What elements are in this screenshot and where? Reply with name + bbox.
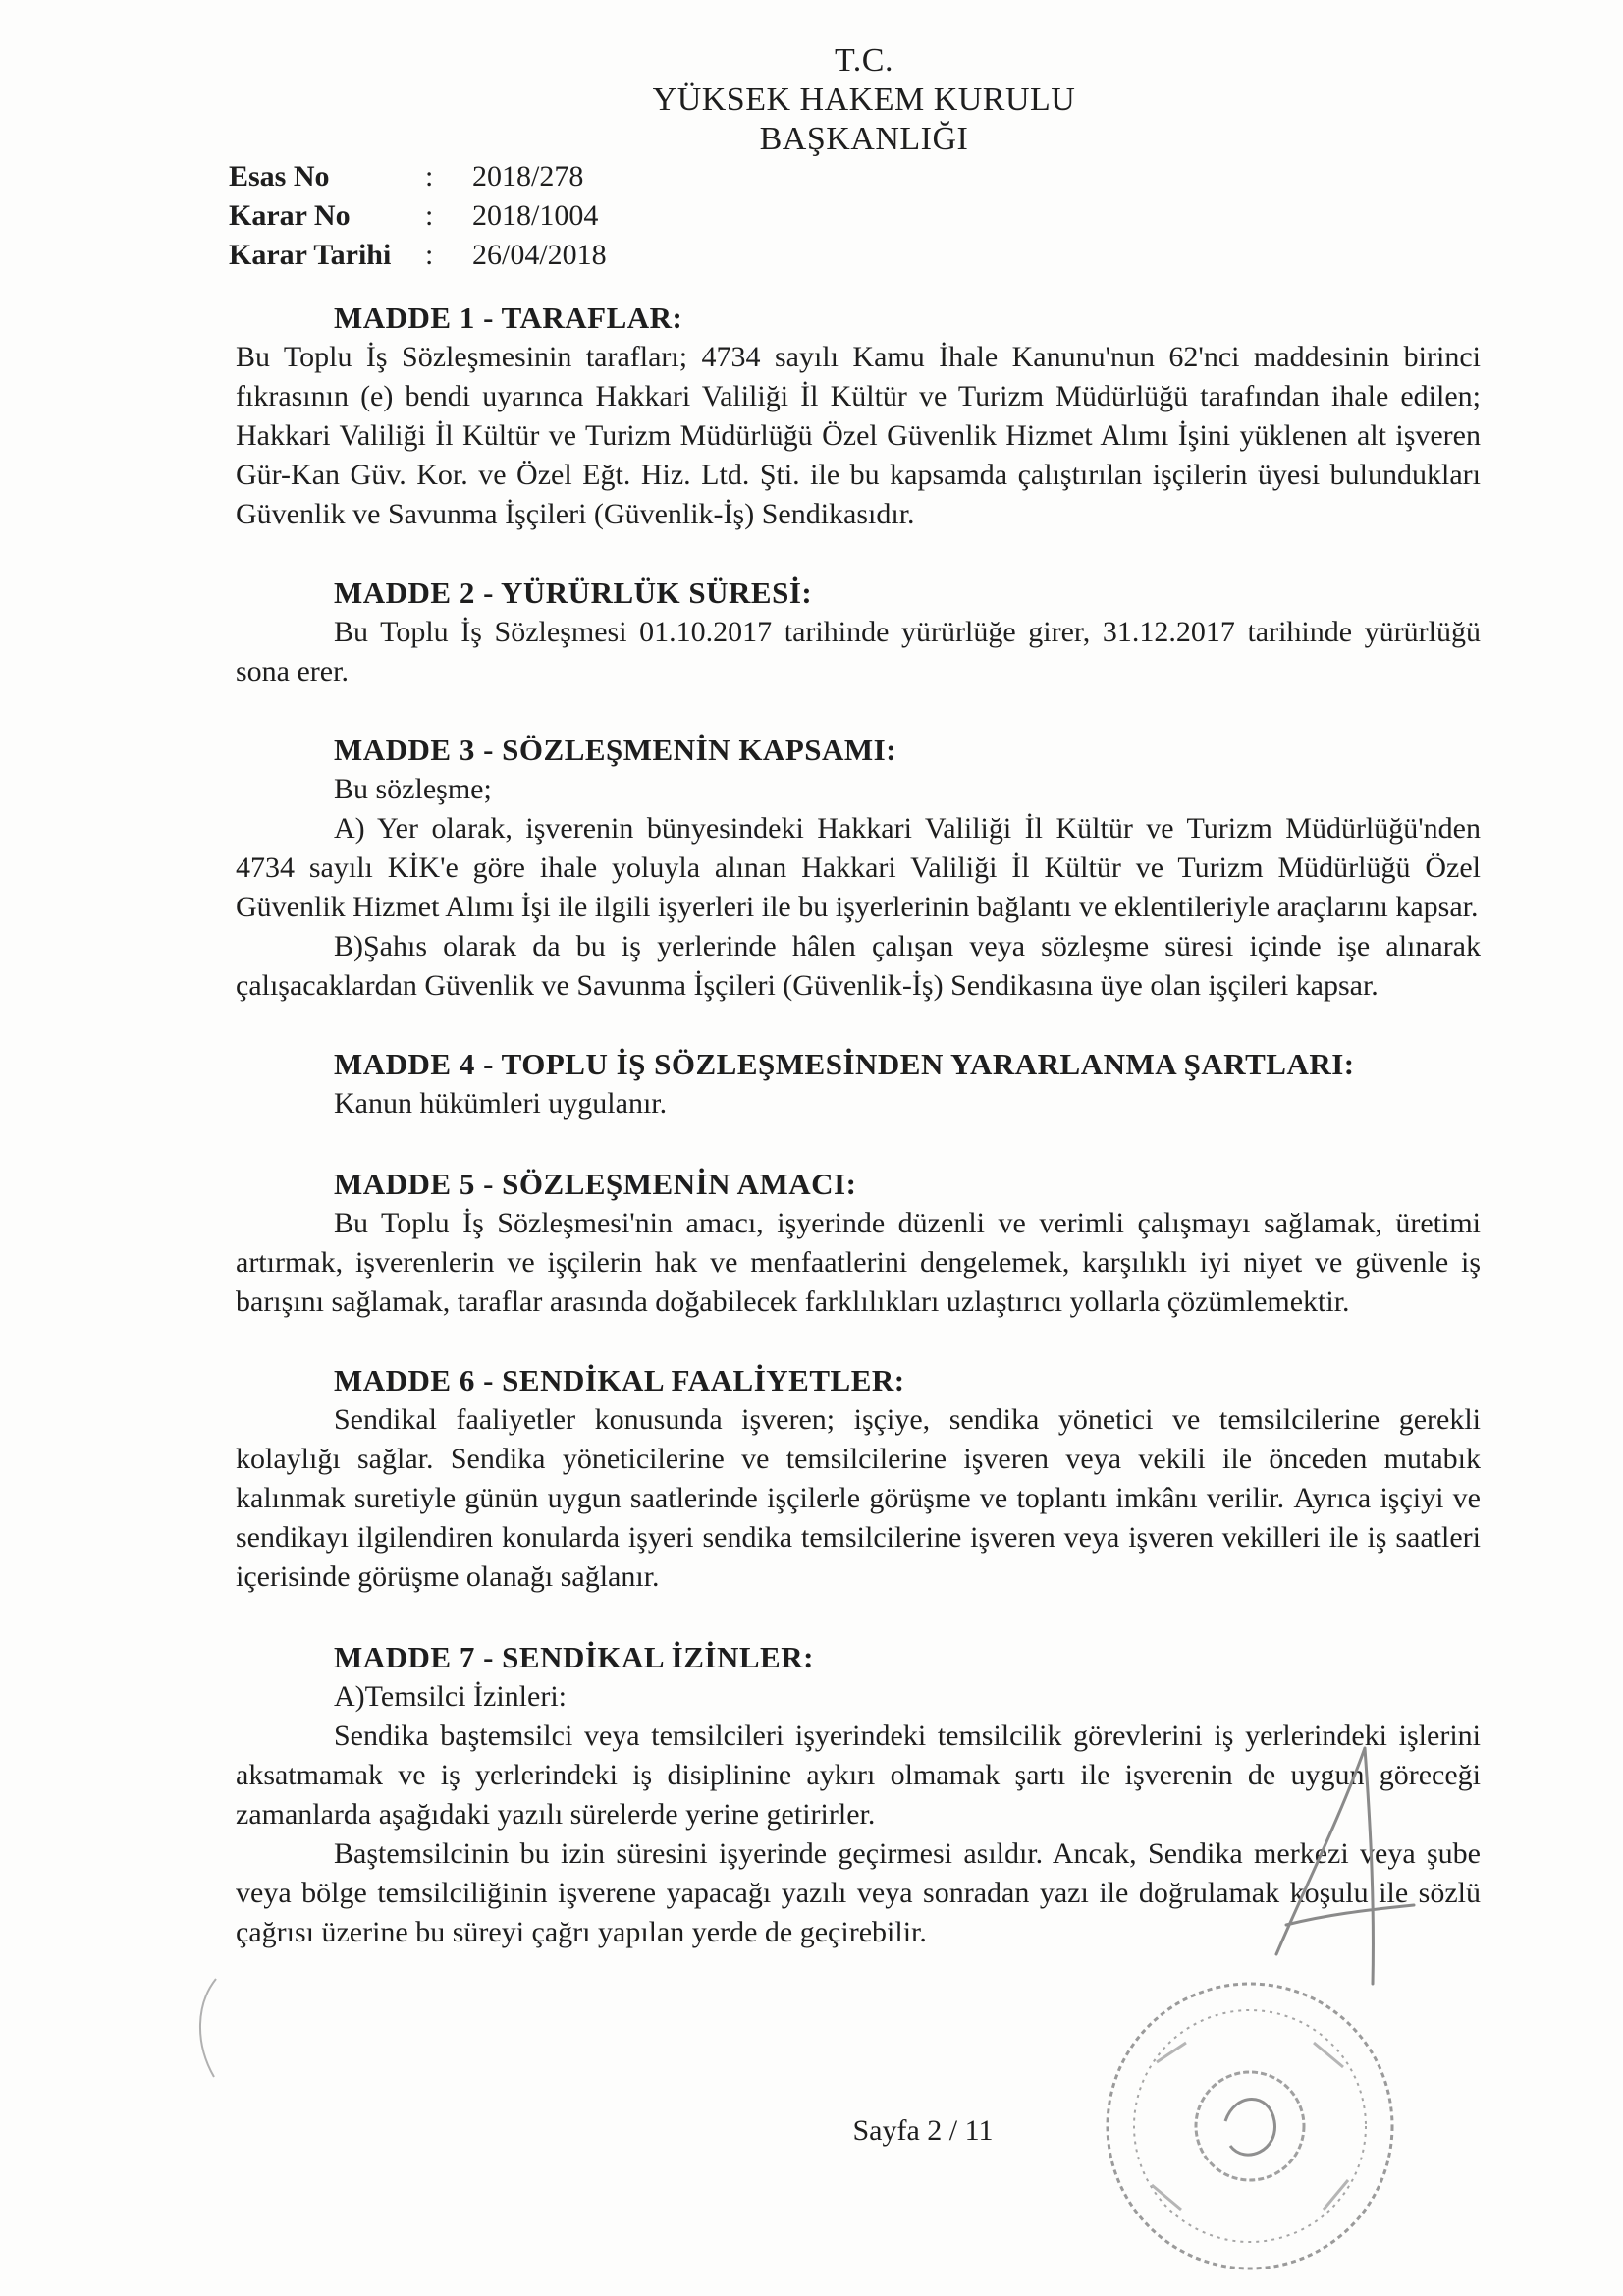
decision-date-value: 26/04/2018 (472, 239, 607, 271)
case-info-block (229, 157, 607, 275)
article-title: MADDE 4 - TOPLU İŞ SÖZLEŞMESİNDEN YARARLANMA ŞARTLARI: (334, 1047, 1355, 1081)
article-1 (236, 299, 1481, 534)
article-paragraph: B)Şahıs olarak da bu iş yerlerinde hâlen çalışan veya sözleşme süresi içinde işe alınarak çalışacaklardan Güvenlik ve Savunma İşçileri (Güvenlik-İş) Sendikasına üye olan işçileri kapsar. (236, 930, 1481, 1002)
article-paragraph: Sendikal faaliyetler konusunda işveren; işçiye, sendika yönetici ve temsilcilerine gerekli kolaylığı sağlar. Sendika yöneticilerine ve temsilcilerine işveren veya vekili ile önceden mutabık kalınmak suretiyle günün uygun saatlerinde işçilerle görüşme ve toplantı imkânı verilir. Ayrıca işçiyi ve sendikayı ilgilendiren konularda işyeri sendika temsilcilerine işveren veya işveren vekilleri ile iş saatleri içerisinde görüşme olanağı sağlanır. (236, 1403, 1481, 1593)
decision-date-row (229, 236, 607, 275)
case-number-row (229, 157, 607, 196)
article-5 (236, 1165, 1481, 1322)
article-paragraph: Bu Toplu İş Sözleşmesinin tarafları; 4734 sayılı Kamu İhale Kanunu'nun 62'nci maddesinin birinci fıkrasının (e) bendi uyarınca Hakkari Valiliği İl Kültür ve Turizm Müdürlüğü tarafından ihale edilen; Hakkari Valiliği İl Kültür ve Turizm Müdürlüğü Özel Güvenlik Hizmet Alımı İşini yüklenen alt işveren Gür-Kan Güv. Kor. ve Özel Eğt. Hiz. Ltd. Şti. ile bu kapsamda çalıştırılan işçilerin üyesi bulundukları Güvenlik ve Savunma İşçileri (Güvenlik-İş) Sendikasıdır. (236, 341, 1481, 530)
separator: : (425, 160, 434, 192)
article-2 (236, 574, 1481, 691)
institution-header (609, 41, 1119, 159)
header-institution-name: YÜKSEK HAKEM KURULU (652, 82, 1076, 118)
article-title: MADDE 6 - SENDİKAL FAALİYETLER: (334, 1363, 905, 1397)
punch-hole-mark (187, 1974, 226, 2082)
article-6 (236, 1361, 1481, 1597)
article-paragraph: Kanun hükümleri uygulanır. (334, 1087, 668, 1120)
article-paragraph: Bu sözleşme; (334, 773, 492, 805)
separator: : (425, 239, 434, 271)
header-tc: T.C. (835, 42, 893, 79)
case-number-value: 2018/278 (472, 160, 584, 192)
article-paragraph: Bu Toplu İş Sözleşmesi 01.10.2017 tarihinde yürürlüğe girer, 31.12.2017 tarihinde yürürlüğü sona erer. (236, 616, 1481, 687)
decision-number-row (229, 196, 607, 236)
page-number: Sayfa 2 / 11 (852, 2114, 994, 2147)
article-4 (236, 1045, 1481, 1123)
article-title: MADDE 3 - SÖZLEŞMENİN KAPSAMI: (334, 733, 897, 767)
document-body (236, 299, 1481, 1952)
article-paragraph: Baştemsilcinin bu izin süresini işyerinde geçirmesi asıldır. Ancak, Sendika merkezi veya şube veya bölge temsilciliğinin işverene yapacağı yazılı veya sonradan yazı ile doğrulamak koşulu ile sözlü çağrısı üzerine bu süreyi çağrı yapılan yerde de geçirebilir. (236, 1837, 1481, 1948)
article-paragraph: Sendika baştemsilci veya temsilcileri işyerindeki temsilcilik görevlerini iş yerlerindeki işlerini aksatmamak ve iş yerlerindeki iş disiplinine aykırı olmamak şartı ile işverenin de uygun göreceği zamanlarda aşağıdaki yazılı sürelerde yerine getirirler. (236, 1720, 1481, 1831)
article-title: MADDE 2 - YÜRÜRLÜK SÜRESİ: (334, 575, 813, 610)
article-paragraph: A)Temsilci İzinleri: (334, 1680, 567, 1713)
article-title: MADDE 5 - SÖZLEŞMENİN AMACI: (334, 1167, 857, 1201)
article-paragraph: Bu Toplu İş Sözleşmesi'nin amacı, işyerinde düzenli ve verimli çalışmayı sağlamak, üretimi artırmak, işverenlerin ve işçilerin hak ve menfaatlerini dengelemek, karşılıklı iyi niyet ve güvenle iş barışını sağlamak, taraflar arasında doğabilecek farklılıkları uzlaştırıcı yollarla çözümlemektir. (236, 1207, 1481, 1318)
decision-date-label: Karar Tarihi (229, 239, 392, 271)
article-title: MADDE 7 - SENDİKAL İZİNLER: (334, 1640, 814, 1674)
decision-number-value: 2018/1004 (472, 199, 599, 232)
header-presidency: BAŞKANLIĞI (759, 121, 969, 157)
article-3 (236, 731, 1481, 1006)
case-number-label: Esas No (229, 160, 330, 192)
decision-number-label: Karar No (229, 199, 351, 232)
article-title: MADDE 1 - TARAFLAR: (334, 301, 683, 335)
article-paragraph: A) Yer olarak, işverenin bünyesindeki Hakkari Valiliği İl Kültür ve Turizm Müdürlüğü'nden 4734 sayılı KİK'e göre ihale yoluyla alınan Hakkari Valiliği İl Kültür ve Turizm Müdürlüğü Özel Güvenlik Hizmet Alımı İşi ile ilgili işyerleri ile bu işyerlerinin bağlantı ve eklentileriyle araçlarını kapsar. (236, 812, 1481, 923)
official-stamp-seal (1098, 1974, 1402, 2278)
separator: : (425, 199, 434, 232)
